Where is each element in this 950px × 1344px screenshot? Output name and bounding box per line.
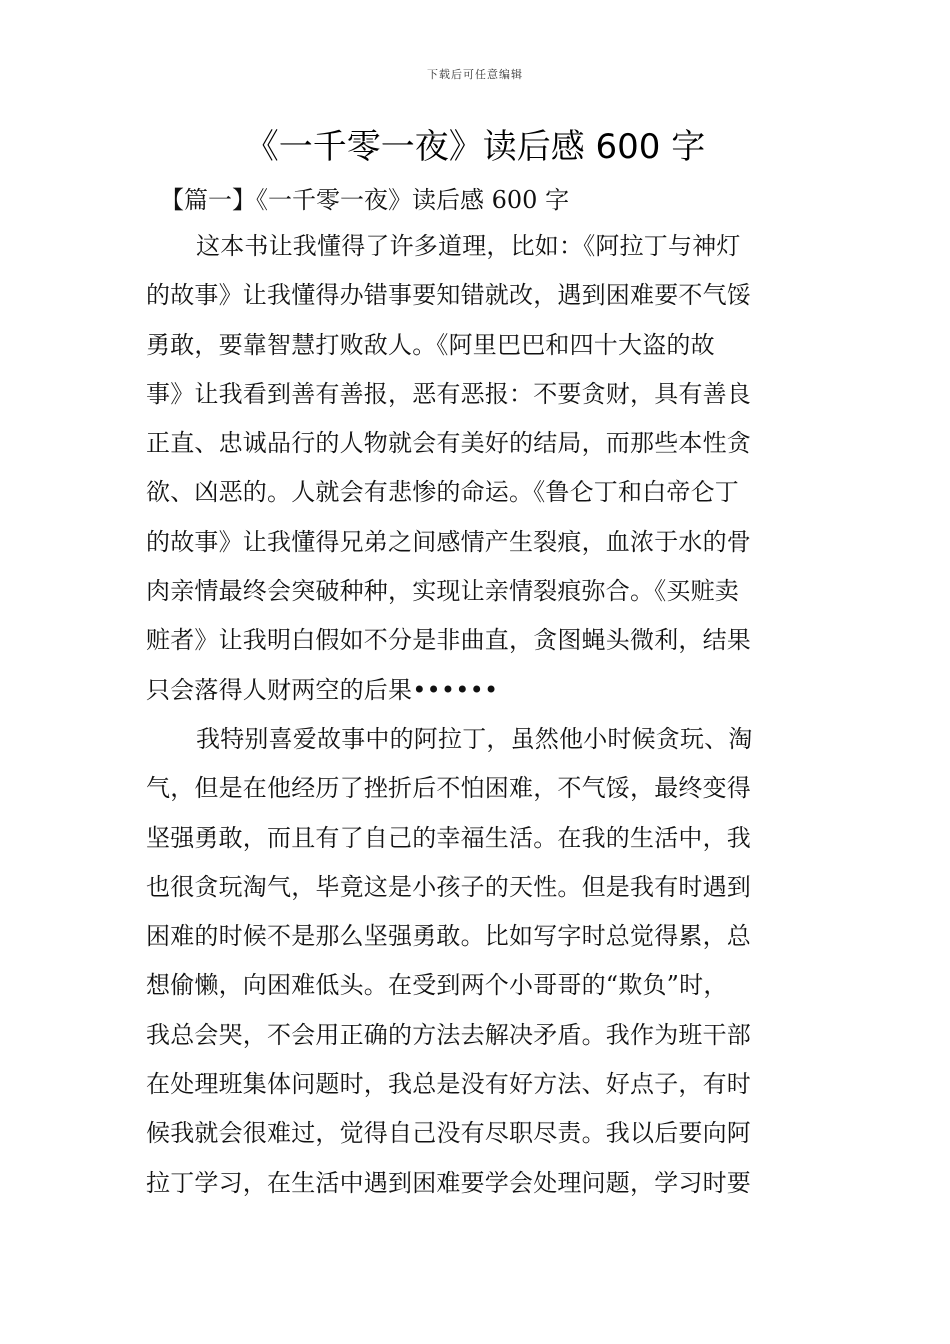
- paragraph-line: 想偷懒，向困难低头。在受到两个小哥哥的“欺负”时，: [146, 971, 728, 1000]
- document-body: [146, 222, 806, 1208]
- paragraph-line: 事》让我看到善有善报，恶有恶报：不要贪财，具有善良: [146, 379, 751, 408]
- paragraph-line: 赃者》让我明白假如不分是非曲直，贪图蝇头微利，结果: [146, 626, 751, 655]
- paragraph-line: 也很贪玩淘气，毕竟这是小孩子的天性。但是我有时遇到: [146, 872, 751, 901]
- paragraph-line: 这本书让我懂得了许多道理，比如：《阿拉丁与神灯: [196, 232, 741, 260]
- paragraph-line: 我特别喜爱故事中的阿拉丁，虽然他小时候贪玩、淘: [196, 724, 753, 753]
- paragraph-line: 欲、凶恶的。人就会有悲惨的命运。《鲁仑丁和白帝仑丁: [146, 478, 739, 507]
- page-header-note: 下载后可任意编辑: [427, 68, 523, 81]
- section-heading: 【篇一】《一千零一夜》读后感 600 字: [160, 186, 570, 214]
- paragraph-line: 在处理班集体问题时，我总是没有好方法、好点子，有时: [146, 1070, 751, 1099]
- paragraph-line: 气，但是在他经历了挫折后不怕困难，不气馁，最终变得: [146, 774, 751, 803]
- paragraph-line: 正直、忠诚品行的人物就会有美好的结局，而那些本性贪: [146, 429, 751, 458]
- paragraph-line: 肉亲情最终会突破种种，实现让亲情裂痕弥合。《买赃卖: [146, 577, 739, 606]
- paragraph-line: 拉丁学习，在生活中遇到困难要学会处理问题，学习时要: [146, 1168, 751, 1197]
- paragraph-line: 困难的时候不是那么坚强勇敢。比如写字时总觉得累，总: [146, 922, 751, 951]
- paragraph-line: 的故事》让我懂得办错事要知错就改，遇到困难要不气馁: [146, 281, 751, 310]
- document-title: 《一千零一夜》读后感 600 字: [244, 127, 706, 167]
- paragraph-line: 的故事》让我懂得兄弟之间感情产生裂痕，血浓于水的骨: [146, 527, 751, 556]
- paragraph-line: 坚强勇敢，而且有了自己的幸福生活。在我的生活中，我: [146, 823, 751, 852]
- paragraph-line: 勇敢，要靠智慧打败敌人。《阿里巴巴和四十大盗的故: [146, 330, 715, 359]
- paragraph-line: 只会落得人财两空的后果••••••: [146, 675, 499, 704]
- paragraph-line: 候我就会很难过，觉得自己没有尽职尽责。我以后要向阿: [146, 1119, 751, 1148]
- paragraph-line: 我总会哭，不会用正确的方法去解决矛盾。我作为班干部: [146, 1020, 751, 1049]
